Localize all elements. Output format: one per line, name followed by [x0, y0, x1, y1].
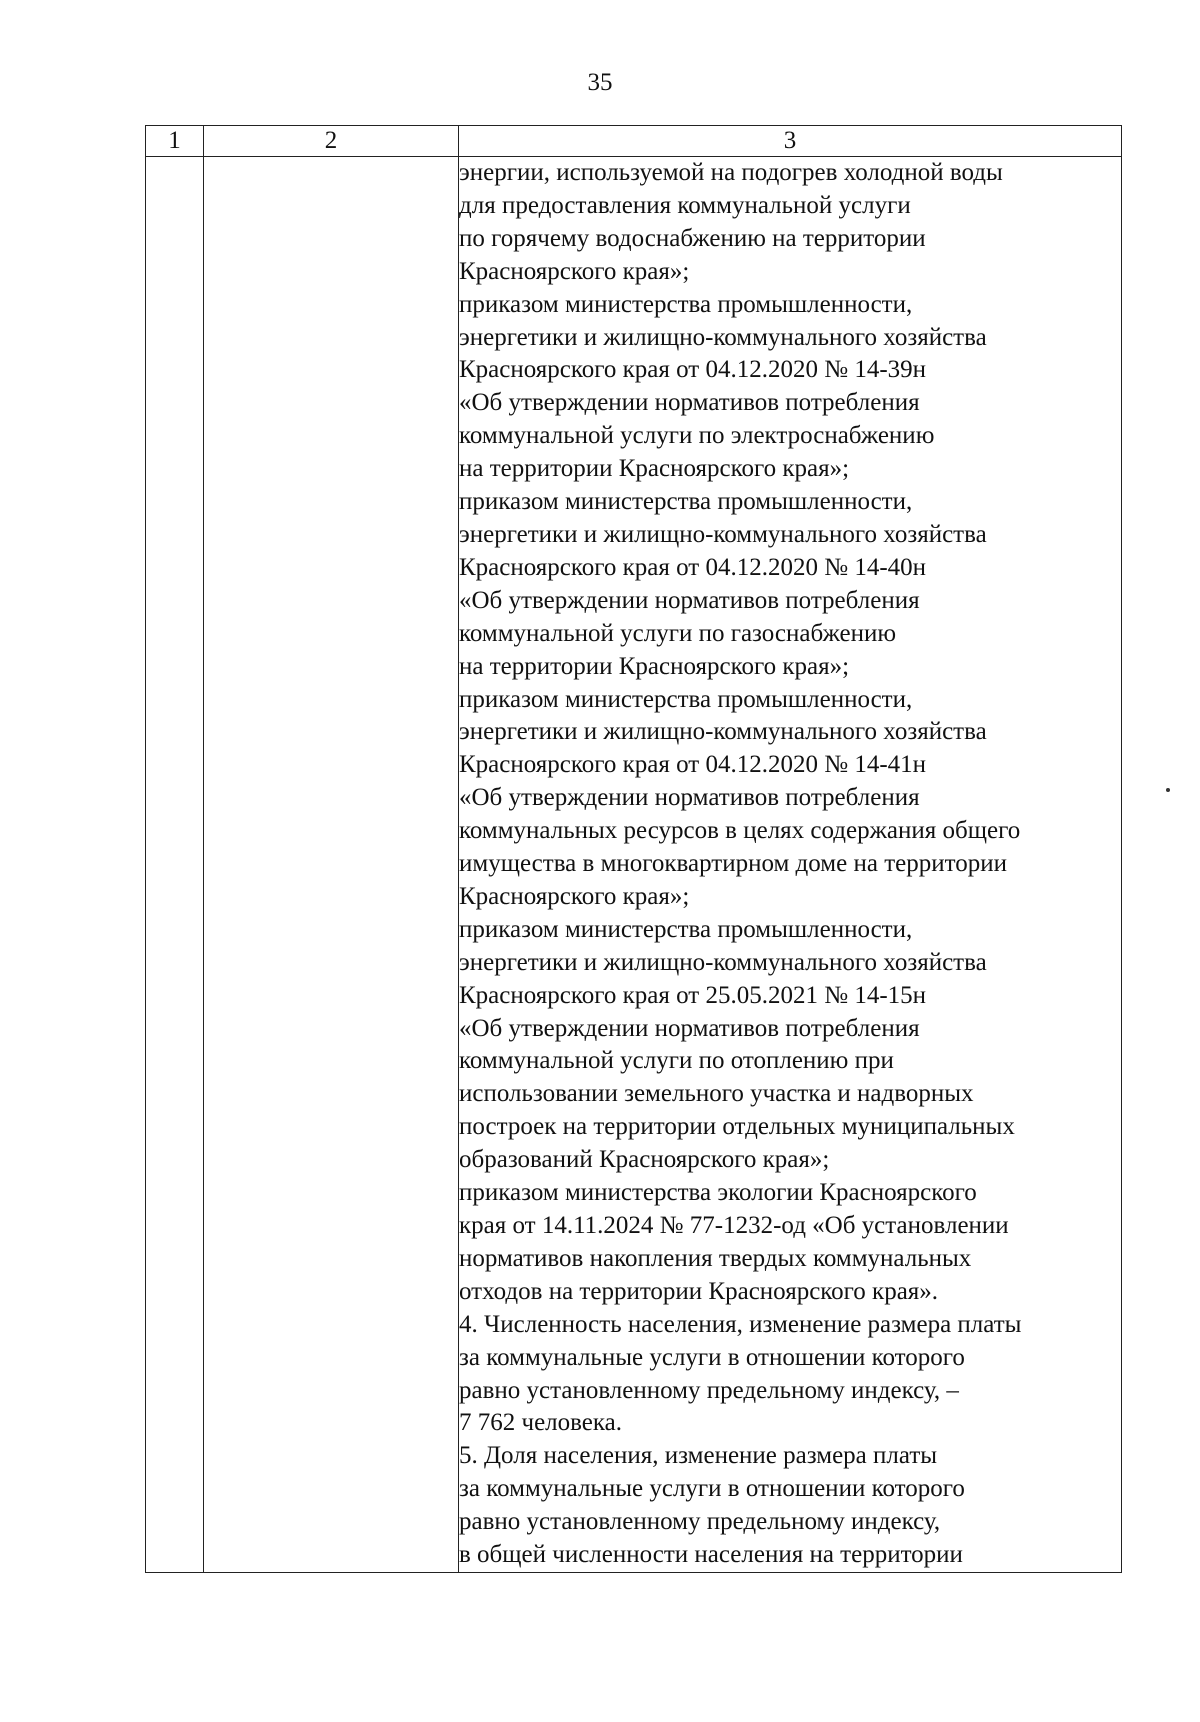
- text-line: Красноярского края от 04.12.2020 № 14-41н: [459, 751, 927, 779]
- text-line: нормативов накопления твердых коммунальных: [459, 1244, 972, 1272]
- text-line: за коммунальные услуги в отношении которого: [459, 1343, 965, 1371]
- text-line: за коммунальные услуги в отношении которого: [459, 1475, 965, 1503]
- text-line: «Об утверждении нормативов потребления: [459, 1014, 920, 1042]
- text-line: энергетики и жилищно-коммунального хозяйства: [459, 323, 987, 351]
- text-line: 7 762 человека.: [459, 1409, 623, 1437]
- scan-artifact-dot: [1166, 788, 1170, 792]
- text-line: «Об утверждении нормативов потребления: [459, 784, 920, 812]
- text-line: приказом министерства промышленности,: [459, 915, 913, 943]
- text-line: имущества в многоквартирном доме на территории: [459, 850, 1007, 878]
- text-line: энергии, используемой на подогрев холодной воды: [459, 159, 1003, 186]
- text-line: края от 14.11.2024 № 77-1232-од «Об установлении: [459, 1212, 1009, 1239]
- text-line: энергетики и жилищно-коммунального хозяйства: [459, 718, 987, 746]
- text-line: на территории Красноярского края»;: [459, 455, 850, 483]
- cell-column-1: [146, 157, 204, 1573]
- text-line: 4. Численность населения, изменение размера платы: [459, 1310, 1022, 1338]
- text-line: равно установленному предельному индексу,: [459, 1508, 941, 1536]
- text-line: Красноярского края»;: [459, 257, 690, 285]
- text-line: Красноярского края»;: [459, 882, 690, 910]
- text-line: приказом министерства экологии Красноярского: [459, 1179, 977, 1207]
- text-line: энергетики и жилищно-коммунального хозяйства: [459, 948, 987, 976]
- text-line: коммунальной услуги по отоплению при: [459, 1047, 894, 1075]
- text-line: «Об утверждении нормативов потребления: [459, 389, 920, 417]
- text-line: 5. Доля населения, изменение размера платы: [459, 1442, 938, 1470]
- text-line: приказом министерства промышленности,: [459, 290, 913, 318]
- text-line: «Об утверждении нормативов потребления: [459, 586, 920, 614]
- text-line: построек на территории отдельных муниципальных: [459, 1113, 1015, 1141]
- text-line: отходов на территории Красноярского края».: [459, 1277, 939, 1305]
- table-header-row: [146, 126, 1122, 157]
- text-line: равно установленному предельному индексу, –: [459, 1376, 959, 1404]
- document-table: [145, 125, 1122, 1573]
- column-header-1: 1: [146, 126, 204, 157]
- text-line: использовании земельного участка и надворных: [459, 1080, 974, 1108]
- text-line: коммунальной услуги по газоснабжению: [459, 619, 897, 647]
- table-row: [146, 157, 1122, 1573]
- cell-text-lines: [459, 157, 1121, 1572]
- column-header-3: 3: [459, 126, 1122, 157]
- page-number: 35: [587, 69, 613, 96]
- cell-column-2: [204, 157, 459, 1573]
- text-line: энергетики и жилищно-коммунального хозяйства: [459, 520, 987, 548]
- cell-column-3: [459, 157, 1122, 1573]
- text-line: приказом министерства промышленности,: [459, 685, 913, 713]
- text-line: в общей численности населения на территории: [459, 1541, 963, 1569]
- text-line: образований Красноярского края»;: [459, 1146, 830, 1174]
- text-line: Красноярского края от 04.12.2020 № 14-39н: [459, 356, 927, 384]
- text-line: для предоставления коммунальной услуги: [459, 191, 911, 219]
- column-header-2: 2: [204, 126, 459, 157]
- text-line: коммунальных ресурсов в целях содержания общего: [459, 817, 1021, 845]
- text-line: Красноярского края от 04.12.2020 № 14-40н: [459, 553, 927, 581]
- text-line: на территории Красноярского края»;: [459, 652, 850, 680]
- text-line: приказом министерства промышленности,: [459, 488, 913, 516]
- text-line: Красноярского края от 25.05.2021 № 14-15н: [459, 981, 927, 1009]
- text-line: коммунальной услуги по электроснабжению: [459, 422, 935, 450]
- text-line: по горячему водоснабжению на территории: [459, 224, 926, 252]
